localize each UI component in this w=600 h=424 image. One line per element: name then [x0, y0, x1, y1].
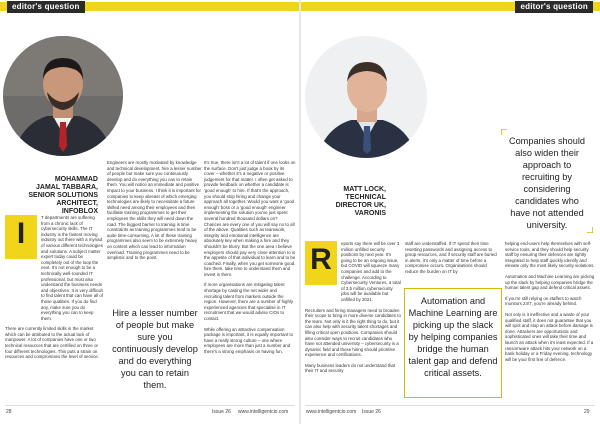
pull-quote-text: Automation and Machine Learning are picking up the slack by helping companies bridge the human talent gap and defend critical assets.: [408, 296, 498, 378]
left-col3-p1: It's true, there isn't a lot of talent if one looks on the surface. Don't just judge a book by its cover – whether it's a negative or positive judgement for that matter. I often get asked to provide feedback on whether a candidate is 'good enough' to hire. If that's the approach, you should stop hiring and change your approach all together. Would you want a 'good enough' boss or a 'good enough' engineer implementing the solution you've just spent several hundred thousand dollars on? Chances are every one of you will say no to all of the above. Qualities such as teamwork, integrity and emotional intelligence are absolutely key when making a hire and they shouldn't be blurry. But the one area I believe employers should pay very close attention to is the appetite of that individual to learn and to be coached. Finally, when you get someone good, hire them, take time to understand them and invest in them.: [204, 160, 296, 277]
right-pull-quote-mid: [404, 288, 502, 398]
name-line: JAMAL TABBARA,: [36, 184, 98, 191]
name-line: SENIOR SOLUTIONS: [28, 192, 98, 199]
right-pull-quote-top: [500, 128, 594, 234]
right-footer-issue: Issue 26: [362, 409, 381, 415]
right-col1-intro: eports say there will be over 3 million unfilled security positions by next year. It's going to be an ongoing issue, but COVID will squeeze many companies and add to the challenge. According to Cybersecurity Ventures, a total of 3.5 million cybersecurity jobs will be available but unfilled by 2021.: [341, 241, 401, 302]
portrait-photo-right: [305, 36, 427, 158]
left-section-tag: editor's question: [7, 1, 85, 13]
left-col3: [204, 160, 296, 360]
right-footer-rule: [305, 405, 595, 406]
name-line: MATT LOCK,: [343, 186, 386, 193]
right-col3-p1: helping end-users help themselves with self-service tools, and they should help security staff by ensuring their defences are tightly integrated to help staff quickly identify and elevate only the most likely security violations.: [505, 241, 595, 269]
left-footer-site: www.intelligentcio.com: [238, 409, 289, 415]
left-col1-p2: There are currently limited skills in the market which can be attributed to the actual lack of manpower. A lot of companies have one or two technical resources that are certified on three or four different technologies. This puts a strain on resources and compromises the level of service.: [5, 326, 99, 360]
left-col2-p1: Engineers are mostly motivated by knowledge and technical development, hire a lesser number of people but make sure you continuously develop and do everything you can to retain them. You will notice an immediate and positive impact to your business. I think it is important for companies to keep abreast of which emerging technologies are likely to necessitate a future skilled need among their employees and then facilitate training programmes to get their employees the skills they will need down the road. The biggest barrier to training is time constraints as training programmes tend to be quite time-consuming. A lot of these training programmes also seem to be extremely heavy on content which can lead to information overload. Training programmes need to be simplistic and to the point.: [107, 160, 202, 261]
left-col1-intro: T departments are suffering from a chronic lack of cybersecurity skills. The IT industry is the fastest moving industry out there with a myriad of various different technologies and solutions. A subject matter expert today could be completely out of the loop the next. It's not enough to be a technically well-rounded IT professional, but must also understand the business needs and objectives. It is very difficult to find talent that can have all of those qualities. If you do find any, make sure you do everything you can to keep them.: [41, 215, 103, 321]
quote-bracket-icon: [587, 227, 593, 233]
quote-bracket-icon: [501, 129, 507, 135]
right-col1: [305, 241, 401, 379]
name-line: INFOBLOX: [61, 208, 98, 215]
left-dropcap: I: [5, 215, 37, 259]
right-section-tag: editor's question: [515, 1, 593, 13]
right-col3-p3: If you're still relying on staffers to watch monitors 24/7, you're already behind.: [505, 295, 582, 307]
left-person-name: [8, 176, 98, 216]
right-col1-p2: Recruiters and hiring managers need to broaden their scope to bring in more diverse candidates to the team. Not only is it the right thing to do, but it can also help with security talent shortages and filling critical open positions. Companies should also consider ways to recruit candidates who have not attended university – cybersecurity is a dynamic field and those hiring should prioritise experience and certifications.: [305, 307, 401, 358]
pull-quote-text: Hire a lesser number of people but make sure you continuously develop and do everything you can to retain them.: [112, 308, 198, 390]
right-dropcap: R: [305, 241, 337, 285]
right-col3: [505, 241, 595, 367]
right-col2-p1: staff are understaffed. If IT spend their time resetting passwords and assigning access to group resources, and if security staff are buried in alerts, it's only a matter of time before a compromise occurs. Organisations should reduce the burden on IT by: [405, 241, 497, 274]
pull-quote-text: Companies should also widen their approach to recruiting by considering candidates who have not attended university.: [508, 136, 586, 230]
name-line: VARONIS: [354, 210, 386, 217]
right-col3-p2: Automation and Machine Learning are picking up the slack by helping companies bridge the human talent gap and defend critical assets.: [505, 273, 595, 291]
right-col3-p4: Not only is it ineffective and a waste of your qualified staff, it does not guarantee that you will spot and stop an attack before damage is done. Attackers are opportunistic and sophisticated ones will take their time and launch an attack when it's least expected. If a ransomware attack hits your network on a bank holiday or a Friday evening, technology will be your first line of defence.: [505, 311, 594, 362]
right-col1-p3: Many business leaders do not understand that their IT and security: [305, 362, 396, 374]
name-line: ARCHITECT,: [56, 200, 98, 207]
name-line: TECHNICAL: [345, 194, 386, 201]
name-line: DIRECTOR UK,: [335, 202, 386, 209]
right-footer-page: 29: [584, 409, 590, 415]
name-line: MOHAMMAD: [54, 176, 98, 183]
left-pull-quote: [110, 302, 200, 390]
left-footer-page: 28: [6, 409, 12, 415]
portrait-photo-left: [3, 36, 123, 156]
left-footer-issue: Issue 26: [212, 409, 231, 415]
right-col2: [405, 241, 499, 280]
left-col2: [107, 160, 202, 266]
left-footer-rule: [5, 405, 295, 406]
right-person-name: [300, 186, 386, 218]
left-col3-p3: While offering an attractive compensation package is important, it is equally important to have a really strong culture – one where employees are more than just a number and there's a strong emphasis on having fun.: [204, 326, 294, 354]
left-col1: [5, 215, 103, 365]
right-footer-site: www.intelligentcio.com: [306, 409, 357, 415]
left-col3-p2: If more organisations are mitigating talent shortage by casting the net wider and recruiting talent from markets outside the region. However, there are a number of highly experienced agencies that specialise in IT recruitment that we would advise CIOs to contact.: [204, 282, 294, 322]
